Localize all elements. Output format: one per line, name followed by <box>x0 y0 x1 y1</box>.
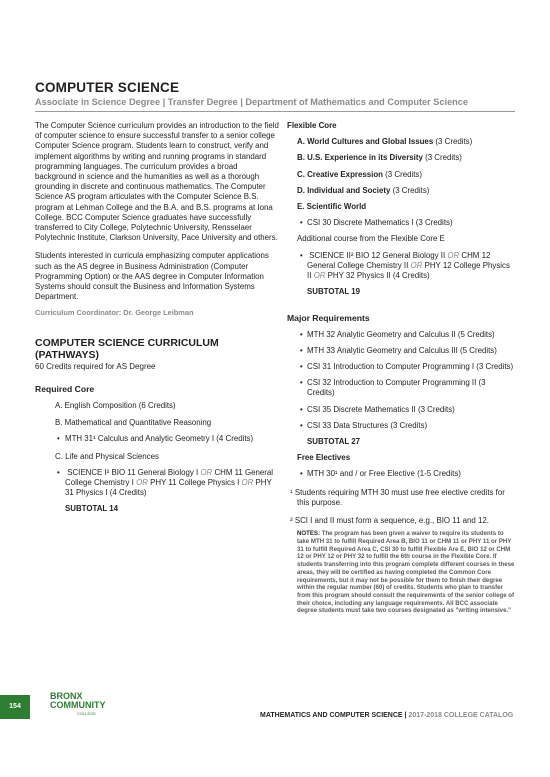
curriculum-heading: COMPUTER SCIENCE CURRICULUM (PATHWAYS) <box>35 336 219 362</box>
intro-paragraph: The Computer Science curriculum provides an introduction to the field of computer science to ensure successful transfer to a senior college Computer Science program. Students learn to construct, verify and implement algorithms by writing and running programs in standard programming languages. The curriculum provides a broad background in science and the humanities as well as a thorough grounding in discrete and continuous mathematics. The Computer Science AS program articulates with the Computer Science B.S. program at Lehman College and the B.A. and B.S. programs at Iona College. BCC Computer Science graduates have successfully transferred to City College, Polytechnic University, Rensselaer Polytechnic Institute, Clarkson University, Pace University and others. <box>35 121 279 243</box>
footer-department: MATHEMATICS AND COMPUTER SCIENCE | <box>260 712 407 719</box>
subtotal-14: SUBTOTAL 14 <box>65 504 119 514</box>
credits-required: 60 Credits required for AS Degree <box>35 361 156 371</box>
core-item-b-course: • MTH 31¹ Calculus and Analytic Geometry I (4 Credits) <box>35 434 280 444</box>
major-course: • MTH 32 Analytic Geometry and Calculus II (5 Credits) <box>287 330 515 340</box>
flex-item-c: C. Creative Expression (3 Credits) <box>297 169 423 179</box>
subtotal-27: SUBTOTAL 27 <box>307 437 361 447</box>
curriculum-coordinator: Curriculum Coordinator: Dr. George Leibman <box>35 308 194 318</box>
flex-item-e: E. Scientific World <box>297 202 367 212</box>
notes-label: NOTES: <box>297 530 321 538</box>
core-item-c-course: • SCIENCE I² BIO 11 General Biology I OR CHM 11 General College Chemistry I OR PHY 11 College Physics I OR PHY 31 Physics I (4 Credits) <box>35 468 280 499</box>
right-column <box>287 121 515 615</box>
major-course: • CSI 32 Introduction to Computer Programming II (3 Credits) <box>287 378 515 398</box>
free-elective-course: • MTH 30¹ and / or Free Elective (1-5 Credits) <box>287 469 515 479</box>
intro-paragraph-2: Students interested in curricula emphasizing computer applications such as the AS degree in Business Administration (Computer Programming Option) or the AAS degree in Computer Information Systems should consult the Business and Information Systems Department. <box>35 251 269 302</box>
core-item-a-credits: (6 Credits) <box>138 401 176 411</box>
major-requirements-heading: Major Requirements <box>287 313 370 324</box>
flex-item-d: D. Individual and Society (3 Credits) <box>297 185 430 195</box>
major-course: • CSI 31 Introduction to Computer Programming I (3 Credits) <box>287 362 515 372</box>
major-course: • CSI 33 Data Structures (3 Credits) <box>287 421 515 431</box>
page-title: COMPUTER SCIENCE <box>35 80 180 95</box>
major-course: • CSI 35 Discrete Mathematics II (3 Credits) <box>287 405 515 415</box>
footer-catalog: 2017-2018 COLLEGE CATALOG <box>408 712 514 719</box>
core-item-b: B. Mathematical and Quantitative Reasoning <box>55 418 212 428</box>
flex-item-b: B. U.S. Experience in its Diversity (3 Credits) <box>297 153 462 163</box>
flex-item-e-course: • CSI 30 Discrete Mathematics I (3 Credits) <box>287 218 515 228</box>
page-number: 154 <box>0 695 30 719</box>
core-item-c: C. Life and Physical Sciences <box>55 451 159 461</box>
required-core-heading: Required Core <box>35 383 95 394</box>
left-column <box>35 121 280 515</box>
footnote-1: ¹ Students requiring MTH 30 must use free elective credits for this purpose. <box>290 487 505 507</box>
program-notes <box>287 530 515 615</box>
core-item-a <box>35 401 280 411</box>
science-ii-course: • SCIENCE II² BIO 12 General Biology II OR CHM 12 General College Chemistry II OR PHY 12 College Physics II OR PHY 32 Physics II (4 Credits) <box>287 251 515 282</box>
page-subtitle: Associate in Science Degree | Transfer Degree | Department of Mathematics and Computer Science <box>35 97 469 107</box>
footer-caption <box>260 712 513 719</box>
header-divider <box>35 111 515 112</box>
footnote-2: ² SCI I and II must form a sequence, e.g., BIO 11 and 12. <box>290 516 489 526</box>
flex-item-a: A. World Cultures and Global Issues (3 Credits) <box>297 137 473 147</box>
additional-course-heading: Additional course from the Flexible Core E <box>297 234 445 244</box>
notes-text: The program has been given a waiver to require its students to take MTH 31 to fulfill Required Area B, BIO 11 or CHM 11 or PHY 11 or PHY 31 to fulfill Required Area C, CSI 30 to fulfill Flexible Are E, BIO 12 or CHM 12 or PHY 12 or PHY 32 to fulfill the 6th course in the Flexible Core. If students transferring into this program complete different courses in these areas, they will be certified as having completed the Common Core requirements, but it may not be possible for them to finish their degree within the regular number (60) of credits. Students who plan to transfer from this program should consult the requirements of the senior college of their choice, including any language requirements. All BCC associate degree students must take two courses designated as "writing intensive." <box>297 530 515 615</box>
major-course: • MTH 33 Analytic Geometry and Calculus III (5 Credits) <box>287 346 515 356</box>
subtotal-19: SUBTOTAL 19 <box>307 287 361 297</box>
free-electives-heading: Free Electives <box>297 453 351 463</box>
flexible-core-heading: Flexible Core <box>287 121 337 130</box>
core-item-a-label: A. English Composition <box>55 401 137 411</box>
college-logo: BRONX COMMUNITY COLLEGE <box>50 691 106 716</box>
